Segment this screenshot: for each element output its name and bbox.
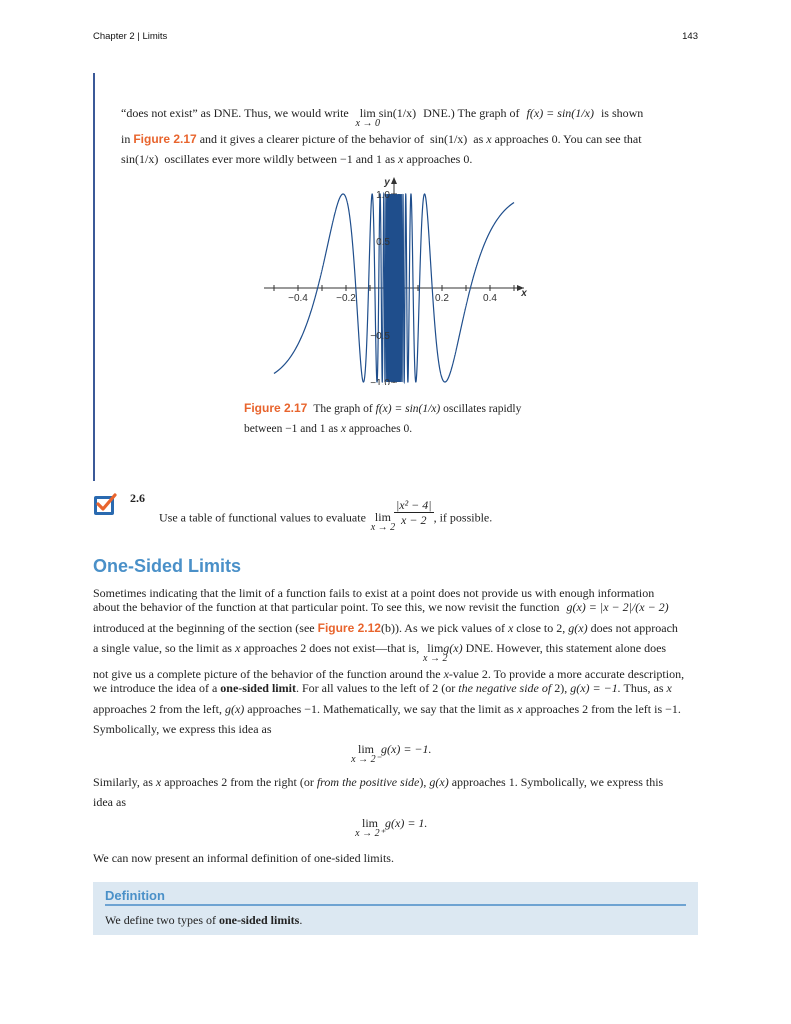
svg-text:−1.0: −1.0: [370, 378, 390, 385]
definition-box: [93, 882, 698, 935]
svg-text:−0.2: −0.2: [336, 293, 356, 304]
body-line: We can now present an informal definition of one-sided limits.: [93, 851, 394, 865]
svg-text:0.4: 0.4: [483, 293, 497, 304]
checkpoint-limit: lim x → 2: [370, 510, 396, 534]
svg-text:0.2: 0.2: [435, 293, 449, 304]
definition-divider: [105, 904, 686, 906]
body-line: Similarly, as x approaches 2 from the right (or from the positive side), g(x) approaches 1. Symbolically, we express this: [93, 775, 664, 789]
intro-line-1: “does not exist” as DNE. Thus, we would write lim x → 0 sin(1/x) DNE.) The graph of f(x) = sin(1/x) is shown: [121, 106, 644, 129]
svg-text:1.0: 1.0: [376, 190, 390, 201]
body-line: approaches 2 from the left, g(x) approaches −1. Mathematically, we say that the limit as x approaches 2 from the left is −1.: [93, 702, 681, 716]
svg-text:x: x: [521, 288, 527, 299]
section-title: One-Sided Limits: [93, 556, 242, 576]
body-line: a single value, so the limit as x approaches 2 does not exist—that is, lim x → 2 g(x) DNE. However, this statement alone does: [93, 641, 667, 664]
svg-text:0.5: 0.5: [376, 237, 390, 248]
checkpoint-text: Use a table of functional values to evaluate lim x → 2 $\frac{\text{|x² − 4|}}{x - 2}$ , if possible.: [159, 498, 493, 534]
body-line: not give us a complete picture of the behavior of the function around the x-value 2. To provide a more accurate description,: [93, 667, 685, 681]
svg-text:−0.5: −0.5: [370, 331, 390, 342]
side-rule-divider: [93, 73, 95, 481]
body-line: about the behavior of the function at that particular point. To see this, we now revisit the function g(x) = |x − 2|/(x − 2): [93, 600, 669, 614]
checkpoint-fraction: $\frac{\text{|x² − 4|}}{x - 2}$: [395, 498, 432, 527]
intro-line-3: sin(1/x) oscillates ever more wildly between −1 and 1 as x approaches 0.: [121, 152, 473, 166]
svg-text:−0.4: −0.4: [288, 293, 308, 304]
left-limit-equation: lim x → 2⁻ g(x) = −1.: [351, 742, 432, 765]
svg-text:y: y: [384, 177, 390, 188]
definition-text: We define two types of one-sided limits.: [105, 913, 303, 927]
intro-line-2: in Figure 2.17 and it gives a clearer picture of the behavior of sin(1/x) as x approaches 0. You can see that: [121, 132, 642, 146]
body-line: idea as: [93, 795, 126, 809]
checkpoint-number: 2.6: [130, 491, 145, 505]
graph-canvas: [262, 175, 532, 385]
definition-title: Definition: [105, 888, 165, 903]
figure-caption: Figure 2.17 The graph of f(x) = sin(1/x) oscillates rapidly between −1 and 1 as x approaches 0.: [244, 401, 522, 435]
figure-2-12-link[interactable]: Figure 2.12: [317, 621, 381, 635]
page-number: 143: [682, 31, 698, 42]
checkpoint-checkbox-icon: [93, 492, 117, 516]
figure-label: Figure 2.17: [244, 401, 308, 415]
body-line: Sometimes indicating that the limit of a function fails to exist at a point does not provide us with enough information: [93, 586, 655, 600]
limit-expression: lim x → 2: [423, 641, 448, 664]
chapter-title: Chapter 2 | Limits: [93, 31, 168, 42]
body-line: we introduce the idea of a one-sided limit. For all values to the left of 2 (or the negative side of 2), g(x) = −1. Thus, as x: [93, 681, 672, 695]
body-line: Symbolically, we express this idea as: [93, 722, 272, 736]
limit-expression: lim x → 0: [355, 106, 380, 129]
right-limit-equation: lim x → 2⁺ g(x) = 1.: [355, 816, 428, 839]
figure-2-17-link[interactable]: Figure 2.17: [133, 132, 197, 146]
running-header: [93, 31, 698, 45]
body-line: introduced at the beginning of the section (see Figure 2.12(b)). As we pick values of x close to 2, g(x) does not approach: [93, 621, 678, 635]
sin-1-over-x-graph: [262, 175, 532, 385]
